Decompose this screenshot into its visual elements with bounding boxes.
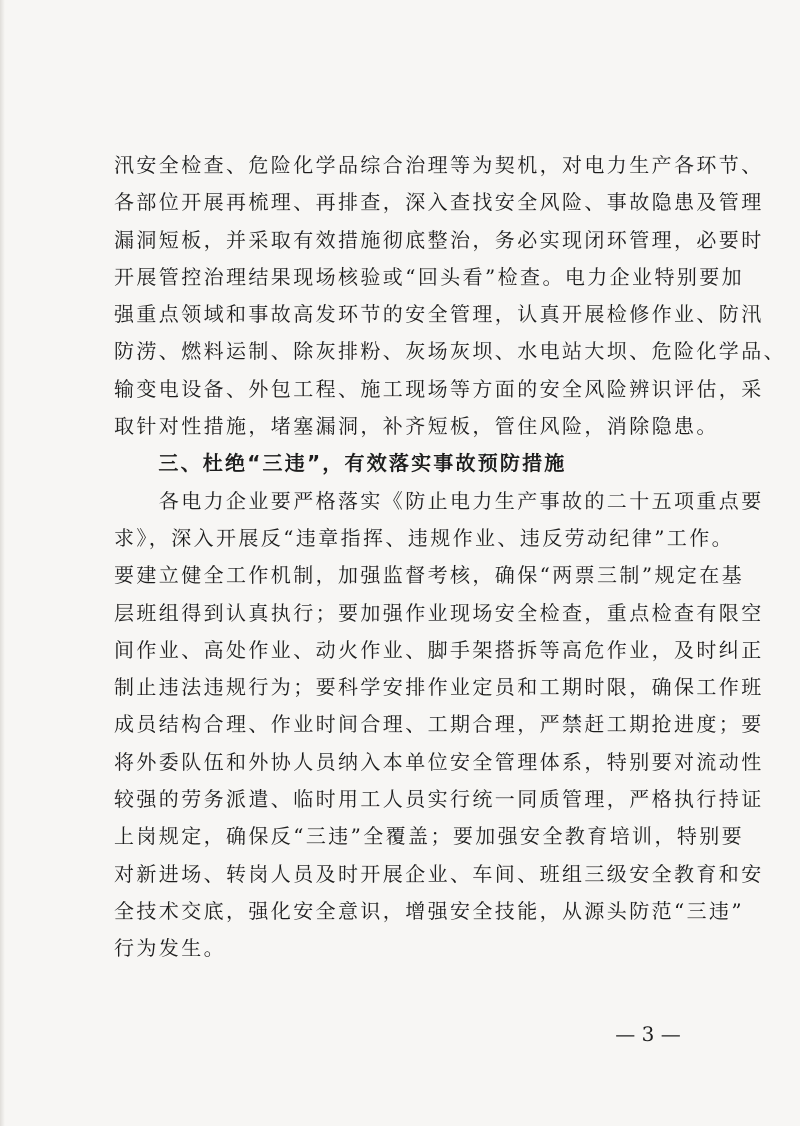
text-line: 将外委队伍和外协人员纳入本单位安全管理体系，特别要对流动性 xyxy=(114,749,764,774)
page-number: — 3 — xyxy=(615,1022,681,1046)
text-line: 开展管控治理结果现场核验或“回头看”检查。电力企业特别要加 xyxy=(114,264,745,289)
text-line: 防涝、燃料运制、除灰排粉、灰场灰坝、水电站大坝、危险化学品、 xyxy=(114,339,786,364)
text-line: 成员结构合理、作业时间合理、工期合理，严禁赶工期抢进度；要 xyxy=(114,712,764,737)
text-line: 各部位开展再梳理、再排查，深入查找安全风险、事故隐患及管理 xyxy=(114,190,764,215)
text-line: 层班组得到认真执行；要加强作业现场安全检查，重点检查有限空 xyxy=(114,600,764,625)
text-line: 行为发生。 xyxy=(114,936,226,961)
text-line: 输变电设备、外包工程、施工现场等方面的安全风险辨识评估，采 xyxy=(114,376,764,401)
text-line: 求》，深入开展反“违章指挥、违规作业、违反劳动纪律”工作。 xyxy=(114,525,735,550)
text-line: 要建立健全工作机制，加强监督考核，确保“两票三制”规定在基 xyxy=(114,563,745,588)
text-line: 取针对性措施，堵塞漏洞，补齐短板，管住风险，消除隐患。 xyxy=(114,414,719,439)
text-line: 汛安全检查、危险化学品综合治理等为契机，对电力生产各环节、 xyxy=(114,153,764,177)
text-line: 制止违法违规行为；要科学安排作业定员和工期时限，确保工作班 xyxy=(114,675,764,700)
text-line: 上岗规定，确保反“三违”全覆盖；要加强安全教育培训，特别要 xyxy=(114,824,745,849)
text-line: 强重点领域和事故高发环节的安全管理，认真开展检修作业、防汛 xyxy=(114,302,764,327)
text-line: 较强的劳务派遣、临时用工人员实行统一同质管理，严格执行持证 xyxy=(114,787,764,812)
scan-edge-shadow xyxy=(0,0,5,1126)
section-heading: 三、杜绝“三违”，有效落实事故预防措施 xyxy=(114,451,567,476)
text-line: 全技术交底，强化安全意识，增强安全技能，从源头防范“三违” xyxy=(114,898,745,923)
body-text xyxy=(114,147,786,968)
text-line: 漏洞短板，并采取有效措施彻底整治，务必实现闭环管理，必要时 xyxy=(114,227,764,252)
text-line: 间作业、高处作业、动火作业、脚手架搭拆等高危作业，及时纠正 xyxy=(114,637,764,662)
text-line: 对新进场、转岗人员及时开展企业、车间、班组三级安全教育和安 xyxy=(114,861,764,886)
text-line: 各电力企业要严格落实《防止电力生产事故的二十五项重点要 xyxy=(114,488,764,513)
